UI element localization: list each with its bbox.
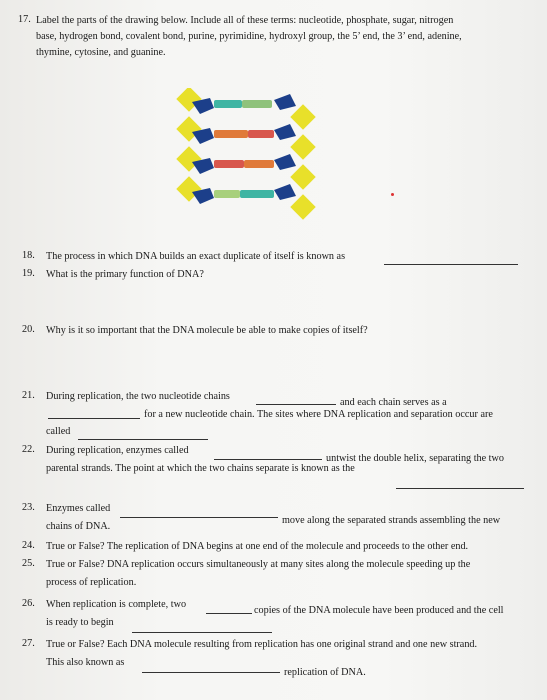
base-icon <box>240 190 274 198</box>
q17-line3: thymine, cytosine, and guanine. <box>36 47 166 58</box>
q27-blank[interactable] <box>142 663 280 673</box>
q26-blank-2[interactable] <box>132 623 272 633</box>
phosphate-icon <box>290 134 315 159</box>
q23-text-c: chains of DNA. <box>46 521 111 532</box>
q21-blank-2[interactable] <box>48 409 140 419</box>
dna-ladder-diagram <box>170 88 330 228</box>
q22-blank-2[interactable] <box>396 479 524 489</box>
phosphate-icon <box>290 164 315 189</box>
q23-number: 23. <box>22 502 35 513</box>
q25-text-a: True or False? DNA replication occurs simultaneously at many sites along the molecule speeding up the <box>46 559 471 570</box>
base-icon <box>242 100 272 108</box>
q24-number: 24. <box>22 540 35 551</box>
left-backbone <box>176 88 214 204</box>
q24-text: True or False? The replication of DNA begins at one end of the molecule and proceeds to the other end. <box>46 541 469 552</box>
q22-blank-1[interactable] <box>214 450 322 460</box>
q26-text-c: is ready to begin <box>46 617 114 628</box>
q25-number: 25. <box>22 558 35 569</box>
base-pairs <box>214 100 274 198</box>
q25-text-b: process of replication. <box>46 577 137 588</box>
q23-blank[interactable] <box>120 508 278 518</box>
q21-text-d: called <box>46 426 71 437</box>
q23-text-b: move along the separated strands assembling the new <box>282 515 501 526</box>
base-icon <box>214 160 244 168</box>
q21-number: 21. <box>22 390 35 401</box>
right-backbone <box>274 94 316 220</box>
q21-text-c: for a new nucleotide chain. The sites where DNA replication and separation occur are <box>144 409 493 420</box>
q20-text: Why is it so important that the DNA molecule be able to make copies of itself? <box>46 325 368 336</box>
q27-text-b: This also known as <box>46 657 125 668</box>
base-icon <box>214 100 242 108</box>
base-icon <box>248 130 274 138</box>
q17-line1: Label the parts of the drawing below. Include all of these terms: nucleotide, phosphate, sugar, nitrogen <box>36 15 454 26</box>
base-icon <box>214 130 248 138</box>
q26-text-a: When replication is complete, two <box>46 599 187 610</box>
q26-blank-1[interactable] <box>206 604 252 614</box>
q18-text: The process in which DNA builds an exact duplicate of itself is known as <box>46 251 346 262</box>
base-icon <box>244 160 274 168</box>
q26-text-b: copies of the DNA molecule have been produced and the cell <box>254 605 504 616</box>
sugar-icon <box>274 94 296 110</box>
sugar-icon <box>274 184 296 200</box>
q22-number: 22. <box>22 444 35 455</box>
q27-number: 27. <box>22 638 35 649</box>
q21-blank-1[interactable] <box>256 395 336 405</box>
q19-number: 19. <box>22 268 35 279</box>
q26-number: 26. <box>22 598 35 609</box>
phosphate-icon <box>290 104 315 129</box>
q27-text-c: replication of DNA. <box>284 667 366 678</box>
q22-text-b: untwist the double helix, separating the two <box>326 453 504 464</box>
sugar-icon <box>274 154 296 170</box>
q22-text-c: parental strands. The point at which the two chains separate is known as the <box>46 463 355 474</box>
q21-text-b: and each chain serves as a <box>340 397 447 408</box>
q20-number: 20. <box>22 324 35 335</box>
red-mark <box>391 193 394 196</box>
q18-answer-blank[interactable] <box>384 255 518 265</box>
q23-text-a: Enzymes called <box>46 503 111 514</box>
q17-line2: base, hydrogen bond, covalent bond, purine, pyrimidine, hydroxyl group, the 5’ end, the 3’ end, adenine, <box>36 31 462 42</box>
sugar-icon <box>274 124 296 140</box>
q21-blank-3[interactable] <box>78 430 208 440</box>
q18-number: 18. <box>22 250 35 261</box>
q21-text-a: During replication, the two nucleotide chains <box>46 391 230 402</box>
q22-text-a: During replication, enzymes called <box>46 445 189 456</box>
q19-text: What is the primary function of DNA? <box>46 269 204 280</box>
base-icon <box>214 190 240 198</box>
q27-text-a: True or False? Each DNA molecule resulting from replication has one original strand and one new strand. <box>46 639 478 650</box>
q17-number: 17. <box>18 14 31 25</box>
phosphate-icon <box>290 194 315 219</box>
